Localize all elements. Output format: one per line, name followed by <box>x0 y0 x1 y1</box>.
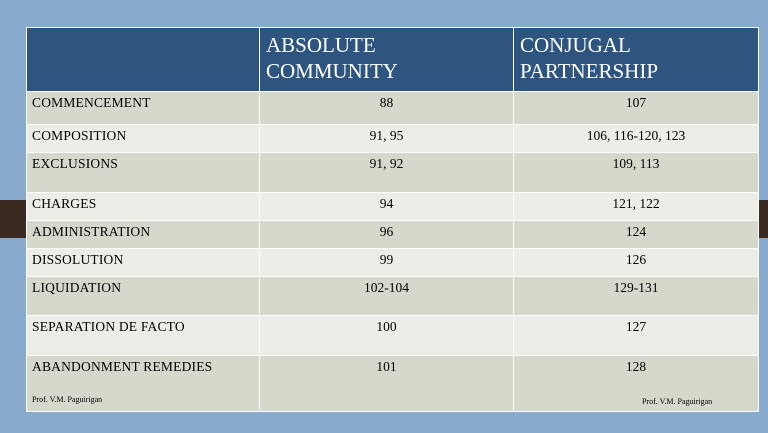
header-row <box>27 28 759 92</box>
conjugal-cell: 107 <box>514 92 759 125</box>
author-credit-right: Prof. V.M. Paguirigan <box>642 397 713 406</box>
conjugal-cell: 128 <box>514 356 759 412</box>
absolute-cell: 102-104 <box>260 277 514 316</box>
absolute-cell: 101 <box>260 356 514 412</box>
row-label: COMMENCEMENT <box>27 92 260 125</box>
table-row <box>27 249 759 277</box>
conjugal-cell: 106, 116-120, 123 <box>514 125 759 153</box>
table-row <box>27 193 759 221</box>
comparison-table <box>26 27 759 412</box>
table-row <box>27 277 759 316</box>
table-row <box>27 221 759 249</box>
absolute-cell: 100 <box>260 316 514 356</box>
row-label: CHARGES <box>27 193 260 221</box>
conjugal-cell: 126 <box>514 249 759 277</box>
row-label: ADMINISTRATION <box>27 221 260 249</box>
table-row <box>27 316 759 356</box>
conjugal-cell: 127 <box>514 316 759 356</box>
conjugal-cell: 121, 122 <box>514 193 759 221</box>
absolute-cell: 91, 95 <box>260 125 514 153</box>
absolute-cell: 91, 92 <box>260 153 514 193</box>
row-label: COMPOSITION <box>27 125 260 153</box>
row-label: ABANDONMENT REMEDIES <box>27 356 260 412</box>
absolute-cell: 99 <box>260 249 514 277</box>
conjugal-cell: 109, 113 <box>514 153 759 193</box>
conjugal-cell: 124 <box>514 221 759 249</box>
table-row <box>27 92 759 125</box>
table-row <box>27 153 759 193</box>
row-label: LIQUIDATION <box>27 277 260 316</box>
row-label: DISSOLUTION <box>27 249 260 277</box>
absolute-cell: 96 <box>260 221 514 249</box>
row-label: SEPARATION DE FACTO <box>27 316 260 356</box>
header-conjugal-partnership: CONJUGAL PARTNERSHIP <box>514 28 759 92</box>
author-credit-left: Prof. V.M. Paguirigan <box>32 395 103 404</box>
table-row <box>27 125 759 153</box>
row-label: EXCLUSIONS <box>27 153 260 193</box>
absolute-cell: 88 <box>260 92 514 125</box>
header-empty-cell <box>27 28 260 92</box>
header-absolute-community: ABSOLUTE COMMUNITY <box>260 28 514 92</box>
conjugal-cell: 129-131 <box>514 277 759 316</box>
absolute-cell: 94 <box>260 193 514 221</box>
